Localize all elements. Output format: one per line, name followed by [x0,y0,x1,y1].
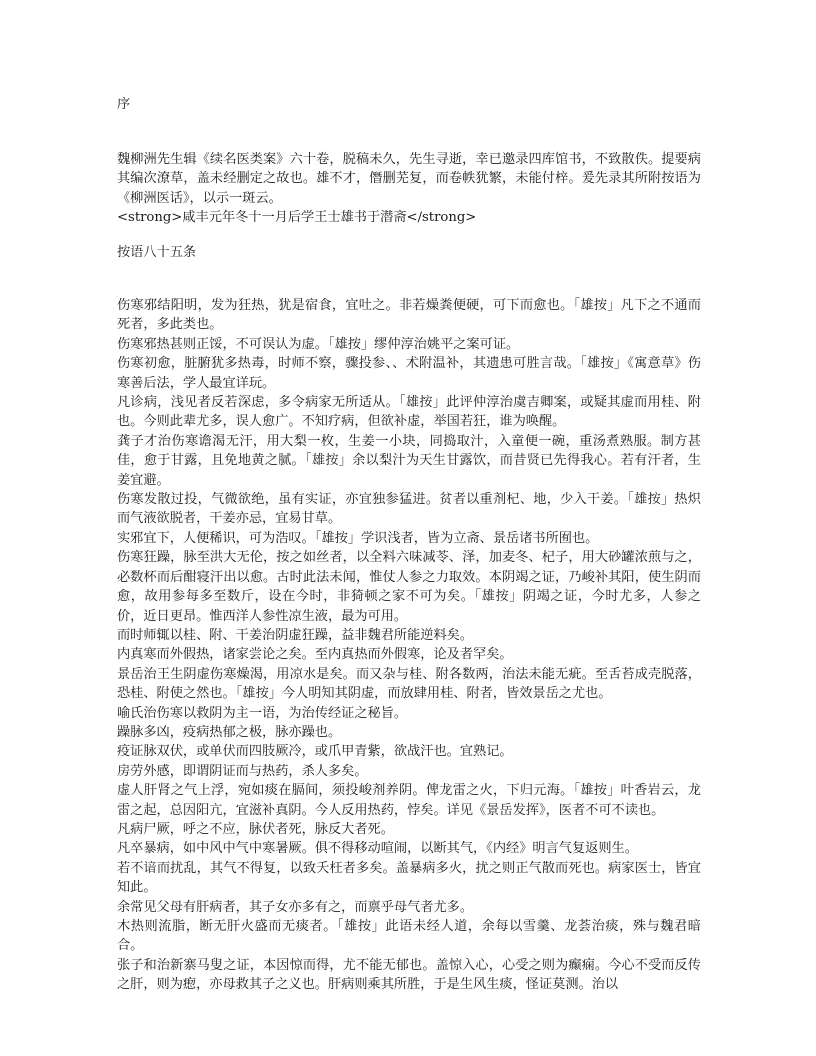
preface-title: 序 [117,97,131,112]
entry-paragraph: 凡卒暴病，如中风中气中寒暑厥。俱不得移动喧闹，以断其气，《内经》明言气复返则生。 [117,841,638,857]
entry-paragraph: 内真寒而外假热，诸家尝论之矣。至内真热而外假寒，论及者罕矣。 [117,647,513,663]
entry-paragraph: 伤寒发散过投，气微欲绝，虽有实证，亦宜独参猛进。贫者以重剂杞、地，少入干姜。「雄按」热炽而气液欲脱者，干姜亦忌，宜易甘草。 [117,492,701,527]
entry-paragraph: 喻氏治伤寒以救阴为主一语，为治传经证之秘旨。 [117,705,408,721]
entries-list [117,296,701,995]
entry-paragraph: 房劳外感，即谓阴证而与热药，杀人多矣。 [117,763,368,779]
entry-paragraph: 而时师辄以桂、附、干姜治阴虚狂躁，益非魏君所能逆料矣。 [117,627,474,643]
entry-paragraph: 景岳治王生阴虚伤寒燥渴，用凉水是矣。而又杂与桂、附各数两，治法未能无疵。至舌苔成壳脱落，恐桂、附使之然也。「雄按」今人明知其阴虚，而放肆用桂、附者，皆效景岳之尤也。 [117,666,701,702]
entry-paragraph: 伤寒邪结阳明，发为狂热，犹是宿食，宜吐之。非若燥粪便硬，可下而愈也。「雄按」凡下之不通而死者，多此类也。 [117,298,701,333]
entry-paragraph: 张子和治新寨马叟之证，本因惊而得，尤不能无郁也。盖惊入心，心受之则为癫痫。今心不受而反传之肝，则为瘛，亦母救其子之义也。肝病则乘其所胜，于是生风生痰，怪证莫测。治以 [117,957,701,993]
entry-paragraph: 凡诊病，浅见者反若深虑，多令病家无所适从。「雄按」此评仲淳治虞吉卿案，或疑其虚而用桂、附也。今则此辈尤多，误人愈广。不知疗病，但欲补虚，举国若狂，谁为唤醒。 [117,395,701,430]
entry-paragraph: 木热则流脂，断无肝火盛而无痰者。「雄按」此语未经人道，余每以雪羹、龙荟治痰，殊与魏君暗合。 [117,919,701,954]
entry-paragraph: 伤寒狂躁，脉至洪大无伦，按之如丝者，以全料六味减苓、泽，加麦冬、杞子，用大砂罐浓煎与之，必数杯而后酣寝汗出以愈。古时此法未闻，惟仗人参之力取效。本阴竭之证，乃峻补其阳，使生阴而愈，故用参每多至数斤，设在今时，非猗顿之家不可为矣。「雄按」阴竭之证，今时尤多，人参之价，近日更昂。惟西洋人参性凉生液，最为可用。 [117,550,701,624]
entry-paragraph: 凡病尸厥，呼之不应，脉伏者死，脉反大者死。 [117,821,394,837]
section-title: 按语八十五条 [117,245,197,260]
entry-paragraph: 龚子才治伤寒谵渴无汗，用大梨一枚，生姜一小块，同捣取汁，入童便一碗，重汤煮熟服。制方甚佳，愈于甘露，且免地黄之腻。「雄按」余以梨汁为天生甘露饮，而昔贤已先得我心。若有汗者，生姜宜避。 [117,433,701,488]
preface-body [117,150,701,228]
preface-paragraph: 魏柳洲先生辑《续名医类案》六十卷，脱稿未久，先生寻逝，幸已邀录四库馆书，不致散佚。提要病其编次潦草，盖未经删定之故也。雄不才，僭删芜复，而卷帙犹繁，未能付梓。爰先录其所附按语为《柳洲医话》，以示一斑云。 [117,152,701,206]
entry-paragraph: 躁脉多凶，疫病热郁之极，脉亦躁也。 [117,724,342,740]
entry-paragraph: 余常见父母有肝病者，其子女亦多有之，而禀乎母气者尤多。 [117,899,474,915]
entry-paragraph: 若不谙而扰乱，其气不得复，以致夭枉者多矣。盖暴病多火，扰之则正气散而死也。病家医士，皆宜知此。 [117,860,701,896]
entry-paragraph: 伤寒邪热甚则正馁，不可误认为虚。「雄按」缪仲淳治姚平之案可证。 [117,336,520,352]
preface-signature: <strong>咸丰元年冬十一月后学王士雄书于潜斋</strong> [117,210,477,226]
entry-paragraph: 虚人肝肾之气上浮，宛如痰在膈间，须投峻剂养阴。俾龙雷之火，下归元海。「雄按」叶香岩云，龙雷之起，总因阳亢，宜滋补真阴。今人反用热药，悖矣。详见《景岳发挥》，医者不可不读也。 [117,783,701,818]
entry-paragraph: 实邪宜下，人便稀识，可为浩叹。「雄按」学识浅者，皆为立斋、景岳诸书所囿也。 [117,530,599,546]
entry-paragraph: 伤寒初愈，脏腑犹多热毒，时师不察，骤投参、、术附温补，其遗患可胜言哉。「雄按」《寓意草》伤寒善后法，学人最宜详玩。 [117,356,701,391]
entry-paragraph: 疫证脉双伏，或单伏而四肢厥冷，或爪甲青紫，欲战汗也。宜熟记。 [117,744,513,760]
